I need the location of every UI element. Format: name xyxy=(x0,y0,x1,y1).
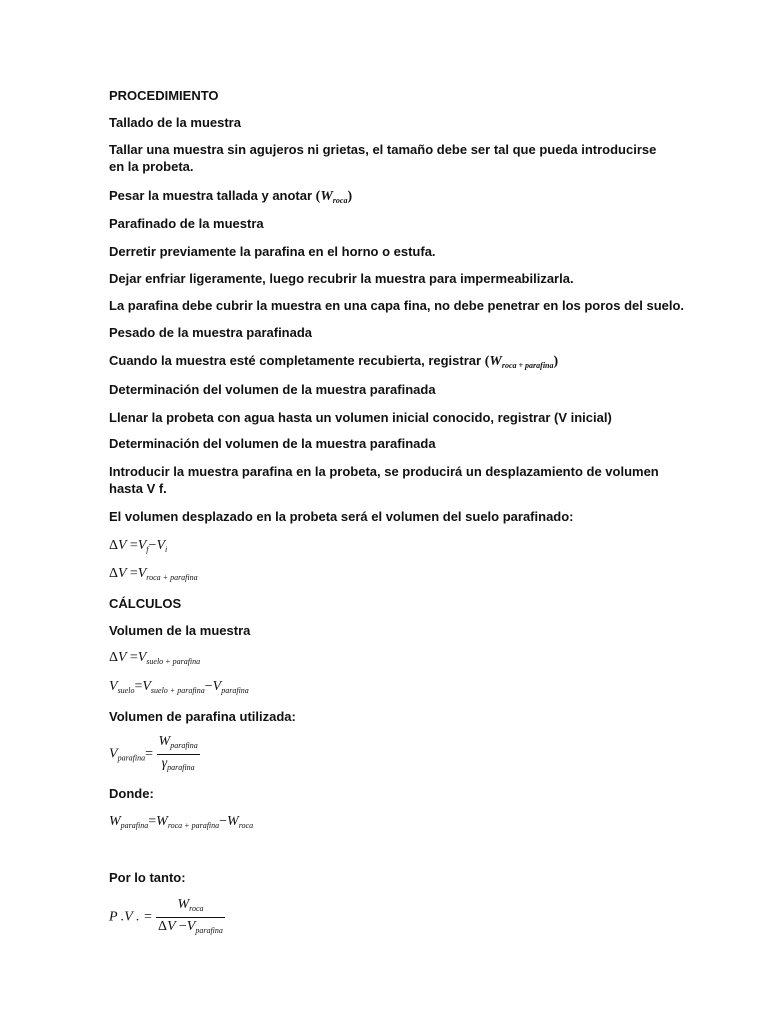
heading-calculos: CÁLCULOS xyxy=(109,596,182,611)
cuando-text: Cuando la muestra esté completamente recubierta, registrar xyxy=(109,353,482,368)
fraction-w-over-gamma: $\frac{W_{parafina}}{\gamma_{parafina}}$ xyxy=(158,734,198,772)
heading-tallado: Tallado de la muestra xyxy=(109,115,241,130)
paragraph-pesar xyxy=(109,187,352,209)
formula-v-parafina: $V_{parafina}=$ $\frac{W_{parafina}}{\gamma_{parafina}}$ xyxy=(109,733,200,776)
paragraph-tallado: Tallar una muestra sin agujeros ni grietas, el tamaño debe ser tal que pueda introducirse en la probeta. xyxy=(109,142,657,174)
formula-w-roca-parafina: $(W_{roca + parafina})$ xyxy=(484,354,559,370)
heading-procedimiento: PROCEDIMIENTO xyxy=(109,88,219,103)
paragraph-llenar: Llenar la probeta con agua hasta un volumen inicial conocido, registrar (V inicial) xyxy=(109,410,612,425)
formula-delta-v-vf-vi: $\Delta V =V_f-V_i$ xyxy=(109,538,168,554)
paragraph-donde: Donde: xyxy=(109,786,154,801)
paragraph-introducir: Introducir la muestra parafina en la probeta, se producirá un desplazamiento de volumen hasta V f. xyxy=(109,464,659,496)
formula-w-roca: $(W_{roca})$ xyxy=(315,189,353,205)
formula-v-suelo: $V_{suelo}=V_{suelo + parafina}-V_{parafina}$ xyxy=(109,679,249,695)
paragraph-cuando xyxy=(109,352,558,374)
heading-pesado: Pesado de la muestra parafinada xyxy=(109,325,313,340)
paragraph-por-lo-tanto: Por lo tanto: xyxy=(109,870,186,885)
heading-determinacion-2: Determinación del volumen de la muestra parafinada xyxy=(109,436,436,451)
paragraph-dejar: Dejar enfriar ligeramente, luego recubrir la muestra para impermeabilizarla. xyxy=(109,271,574,286)
paragraph-cubrir: La parafina debe cubrir la muestra en una capa fina, no debe penetrar en los poros del suelo. xyxy=(109,298,685,313)
paragraph-volumen-parafina: Volumen de parafina utilizada: xyxy=(109,709,296,724)
paragraph-desplazado: El volumen desplazado en la probeta será el volumen del suelo parafinado: xyxy=(109,509,574,524)
pesar-text: Pesar la muestra tallada y anotar xyxy=(109,188,313,203)
heading-determinacion-1: Determinación del volumen de la muestra parafinada xyxy=(109,382,436,397)
formula-pv: P .V . = $\frac{W_{roca}}{\Delta V -V_{parafina}}$ xyxy=(109,896,225,939)
heading-parafinado: Parafinado de la muestra xyxy=(109,216,264,231)
paragraph-derretir: Derretir previamente la parafina en el horno o estufa. xyxy=(109,244,436,259)
formula-delta-v-roca-parafina: $\Delta V =V_{roca + parafina}$ xyxy=(109,566,198,582)
paragraph-volumen-muestra: Volumen de la muestra xyxy=(109,623,251,638)
formula-delta-v-suelo-parafina: $\Delta V =V_{suelo + parafina}$ xyxy=(109,650,201,666)
fraction-w-roca-over-delta: $\frac{W_{roca}}{\Delta V -V_{parafina}}$ xyxy=(158,897,223,935)
formula-w-parafina: $W_{parafina}=W_{roca + parafina}-W_{roca}$ xyxy=(109,814,254,830)
